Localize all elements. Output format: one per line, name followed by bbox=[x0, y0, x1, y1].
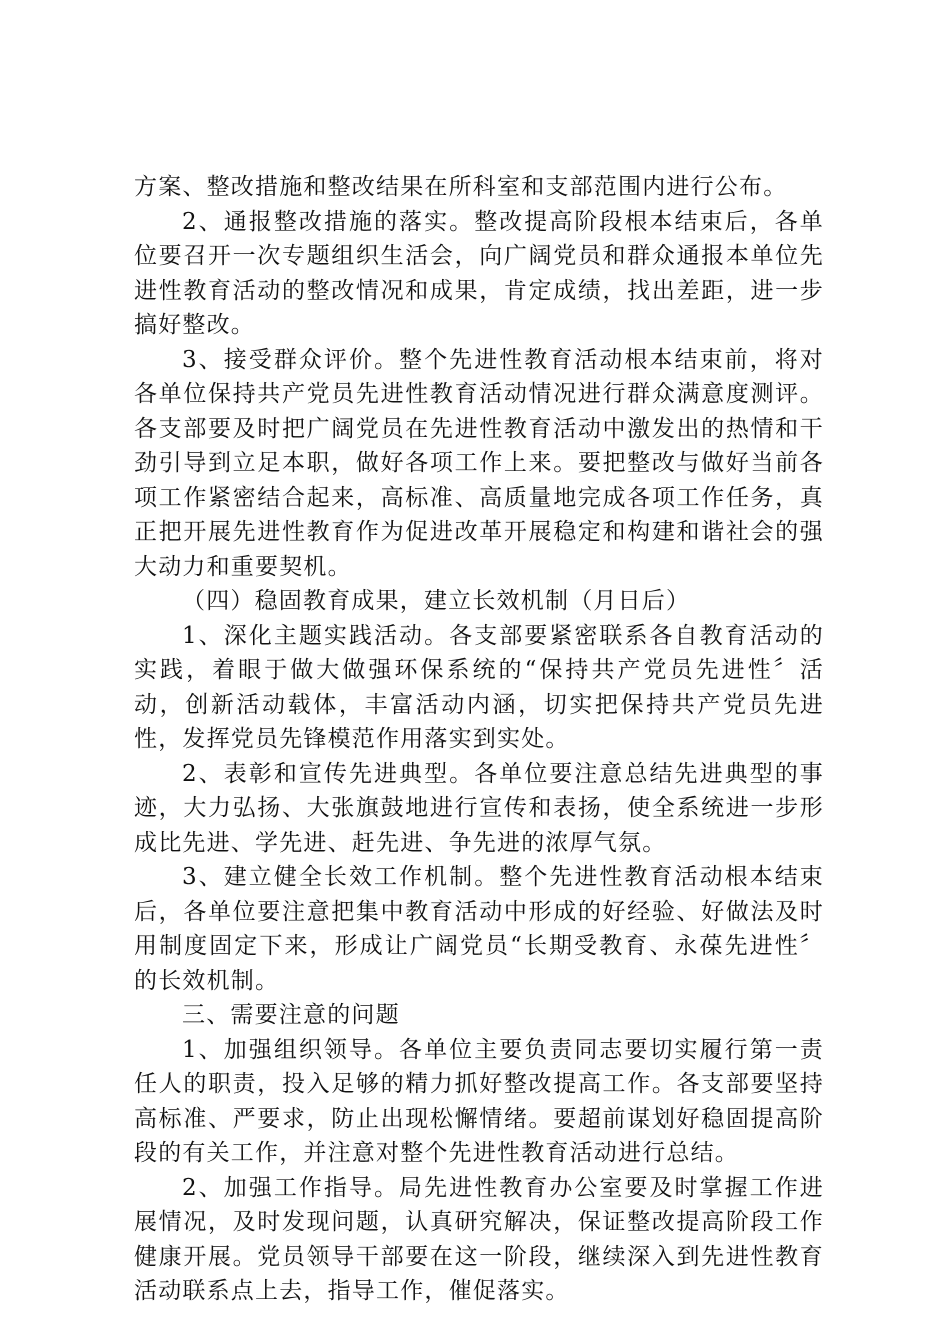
paragraph-strengthen-leadership: 1、加强组织领导。各单位主要负责同志要切实履行第一责任人的职责，投入足够的精力抓好整改提高工作。各支部要坚持高标准、严要求，防止出现松懈情绪。要超前谋划好稳固提高阶段的有关工作，并注意对整个先进性教育活动进行总结。 bbox=[134, 1036, 824, 1166]
paragraph-strengthen-guidance: 2、加强工作指导。局先进性教育办公室要及时掌握工作进展情况，及时发现问题，认真研究解决，保证整改提高阶段工作健康开展。党员领导干部要在这一阶段，继续深入到先进性教育活动联系点上去，指导工作，催促落实。 bbox=[134, 1174, 824, 1304]
paragraph-deepen-practice: 1、深化主题实践活动。各支部要紧密联系各自教育活动的实践，着眼于做大做强环保系统的“保持共产党员先进性〞活动，创新活动载体，丰富活动内涵，切实把保持共产党员先进性，发挥党员先锋模范作用落实到实处。 bbox=[134, 622, 824, 752]
paragraph-commend-models: 2、表彰和宣传先进典型。各单位要注意总结先进典型的事迹，大力弘扬、大张旗鼓地进行宣传和表扬，使全系统进一步形成比先进、学先进、赶先进、争先进的浓厚气氛。 bbox=[134, 760, 824, 856]
paragraph-continuation: 方案、整改措施和整改结果在所科室和支部范围内进行公布。 bbox=[134, 174, 788, 200]
section-heading-issues: 三、需要注意的问题 bbox=[182, 1002, 400, 1028]
document-body bbox=[134, 170, 824, 1309]
paragraph-notify-rectification: 2、通报整改措施的落实。整改提高阶段根本结束后，各单位要召开一次专题组织生活会，向广阔党员和群众通报本单位先进性教育活动的整改情况和成果，肯定成绩，找出差距，进一步搞好整改。 bbox=[134, 208, 824, 338]
paragraph-accept-evaluation: 3、接受群众评价。整个先进性教育活动根本结束前，将对各单位保持共产党员先进性教育活动情况进行群众满意度测评。各支部要及时把广阔党员在先进性教育活动中激发出的热情和干劲引导到立足本职，做好各项工作上来。要把整改与做好当前各项工作紧密结合起来，高标准、高质量地完成各项工作任务，真正把开展先进性教育作为促进改革开展稳定和构建和谐社会的强大动力和重要契机。 bbox=[134, 346, 824, 580]
section-heading-consolidate: （四）稳固教育成果，建立长效机制（月日后） bbox=[182, 588, 691, 614]
paragraph-longterm-mechanism: 3、建立健全长效工作机制。整个先进性教育活动根本结束后，各单位要注意把集中教育活动中形成的好经验、好做法及时用制度固定下来，形成让广阔党员“长期受教育、永葆先进性〞的长效机制。 bbox=[134, 864, 824, 994]
